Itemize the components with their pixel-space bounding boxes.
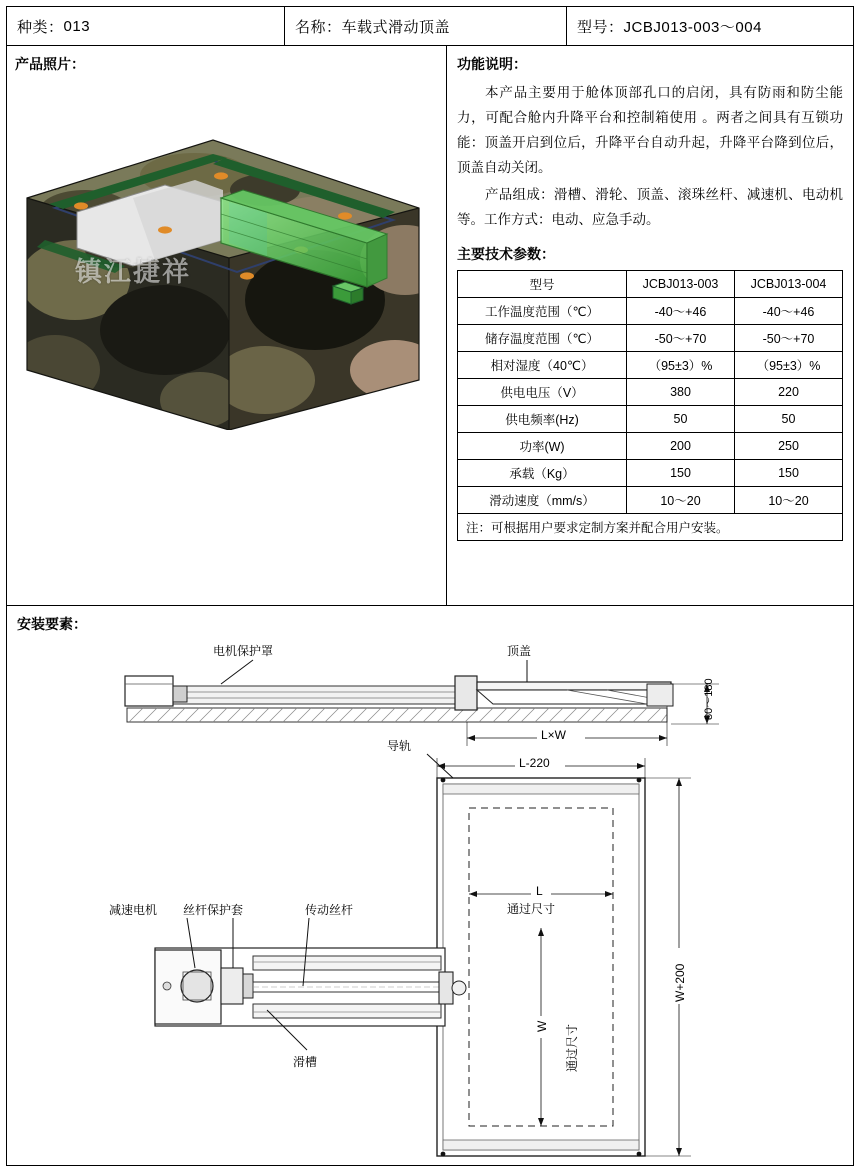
- table-header-cell: JCBJ013-004: [735, 271, 843, 298]
- product-photo-illustration: [15, 80, 433, 430]
- table-cell: 储存温度范围（℃）: [458, 325, 627, 352]
- function-title: 功能说明：: [457, 56, 527, 72]
- product-photo-title: 产品照片：: [15, 56, 85, 72]
- table-cell: 功率(W): [458, 433, 627, 460]
- callout-slide-groove: 滑槽: [293, 1055, 318, 1069]
- spec-table: [457, 270, 843, 541]
- header-category-cell: [7, 7, 285, 45]
- table-row: [458, 487, 843, 514]
- table-cell: 150: [627, 460, 735, 487]
- callout-drive-screw: 传动丝杆: [305, 903, 354, 917]
- header-row: [6, 6, 854, 46]
- table-cell: 滑动速度（mm/s）: [458, 487, 627, 514]
- table-cell: 相对湿度（40℃）: [458, 352, 627, 379]
- table-cell: 220: [735, 379, 843, 406]
- callout-reducer-motor: 减速电机: [109, 903, 158, 917]
- model-value: JCBJ013-003～004: [623, 18, 762, 36]
- product-photo: [15, 80, 433, 430]
- table-cell: 50: [627, 406, 735, 433]
- table-cell: -50～+70: [735, 325, 843, 352]
- table-cell: -40～+46: [735, 298, 843, 325]
- table-cell: 150: [735, 460, 843, 487]
- header-model-cell: [567, 7, 853, 45]
- table-row: [458, 325, 843, 352]
- name-value: 车载式滑动顶盖: [341, 18, 451, 36]
- table-cell: 250: [735, 433, 843, 460]
- table-cell: -40～+46: [627, 298, 735, 325]
- table-note-row: [458, 514, 843, 541]
- table-cell: 10～20: [627, 487, 735, 514]
- callout-screw-cover: 丝杆保护套: [183, 903, 244, 917]
- installation-title: 安装要素：: [17, 616, 87, 632]
- product-photo-panel: [7, 46, 447, 605]
- body-row: [6, 46, 854, 606]
- installation-drawing: [7, 628, 853, 1164]
- dimension-pass-size-v: 通过尺寸: [565, 1023, 579, 1072]
- table-cell: 供电电压（V）: [458, 379, 627, 406]
- table-header-cell: JCBJ013-003: [627, 271, 735, 298]
- category-value: 013: [63, 17, 91, 35]
- dimension-w-200: W+200: [673, 963, 687, 1002]
- table-cell: 200: [627, 433, 735, 460]
- table-cell: 供电频率(Hz): [458, 406, 627, 433]
- table-row: [458, 406, 843, 433]
- table-cell: 50: [735, 406, 843, 433]
- dimension-w: W: [535, 1020, 549, 1032]
- table-cell: 承载（Kg）: [458, 460, 627, 487]
- dimension-height: 80～180: [703, 678, 715, 720]
- table-cell: -50～+70: [627, 325, 735, 352]
- header-name-cell: [285, 7, 567, 45]
- table-cell: （95±3）%: [735, 352, 843, 379]
- params-title: 主要技术参数：: [457, 246, 555, 262]
- table-row: [458, 352, 843, 379]
- installation-panel: [6, 606, 854, 1166]
- table-row: [458, 298, 843, 325]
- document-page: [6, 6, 854, 1167]
- table-cell: 10～20: [735, 487, 843, 514]
- category-label: 种类：: [17, 18, 64, 36]
- table-cell: 工作温度范围（℃）: [458, 298, 627, 325]
- callout-motor-cover: 电机保护罩: [213, 644, 274, 658]
- table-note: 注：可根据用户要求定制方案并配合用户安装。: [458, 514, 843, 541]
- dimension-l-220: L-220: [519, 756, 550, 770]
- table-row: [458, 379, 843, 406]
- function-paragraph-1: 本产品主要用于舱体顶部孔口的启闭，具有防雨和防尘能力，可配合舱内升降平台和控制箱使用 。两者之间具有互锁功能：顶盖开启到位后，升降平台自动升起，升降平台降到位后，顶盖自动关闭。: [457, 85, 843, 175]
- dimension-lw: L×W: [541, 728, 567, 742]
- dimension-pass-size-h: 通过尺寸: [507, 902, 556, 916]
- callout-top-cover: 顶盖: [507, 644, 532, 658]
- watermark-text: 镇江捷祥: [75, 257, 191, 287]
- table-header-row: [458, 271, 843, 298]
- table-cell: 380: [627, 379, 735, 406]
- function-paragraph-2: 产品组成：滑槽、滑轮、顶盖、滚珠丝杆、减速机、电动机等。工作方式：电动、应急手动。: [457, 187, 843, 227]
- table-header-cell: 型号: [458, 271, 627, 298]
- function-panel: [447, 46, 853, 605]
- name-label: 名称：: [295, 18, 342, 36]
- callout-guide-rail: 导轨: [387, 739, 412, 753]
- model-label: 型号：: [577, 18, 624, 36]
- dimension-l: L: [536, 884, 543, 898]
- table-row: [458, 460, 843, 487]
- table-row: [458, 433, 843, 460]
- table-cell: （95±3）%: [627, 352, 735, 379]
